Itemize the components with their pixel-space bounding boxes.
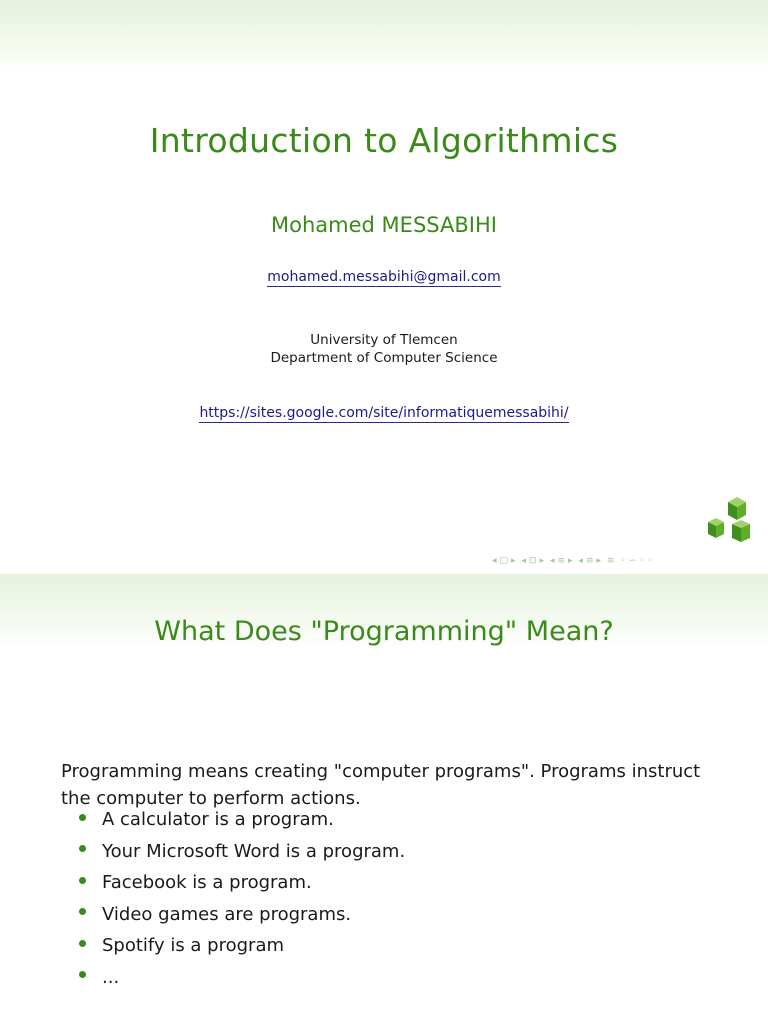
list-item-text: Spotify is a program bbox=[102, 935, 285, 956]
list-item bbox=[79, 867, 405, 899]
nav-find-icon[interactable]: ◦ bbox=[647, 556, 653, 566]
nav-prev-part-icon[interactable]: ◂ bbox=[578, 556, 583, 566]
presentation-title: Introduction to Algorithmics bbox=[149, 121, 619, 160]
list-item bbox=[79, 962, 405, 994]
nav-prev-section-icon[interactable]: ◂ bbox=[549, 556, 555, 566]
bullet-icon bbox=[79, 814, 86, 821]
website-link[interactable]: https://sites.google.com/site/informatiquemessabihi/ bbox=[199, 405, 569, 421]
intro-paragraph: Programming means creating "computer programs". Programs instruct the computer to perform actions. bbox=[61, 761, 701, 809]
author-name: Mohamed MESSABIHI bbox=[271, 213, 497, 237]
institution-department: Department of Computer Science bbox=[270, 350, 498, 366]
nav-frame-icon[interactable]: □ bbox=[499, 556, 509, 566]
nav-prev-frame-icon[interactable]: ◂ bbox=[492, 556, 497, 566]
nav-back-icon[interactable]: ◦ bbox=[620, 556, 626, 566]
nav-next-frame-icon[interactable]: ▸ bbox=[511, 556, 516, 566]
website bbox=[0, 405, 768, 421]
list-item bbox=[79, 836, 405, 868]
nav-part-icon[interactable]: ≡ bbox=[585, 556, 594, 566]
list-item-text: ... bbox=[102, 966, 120, 988]
nav-next-part-icon[interactable]: ▸ bbox=[596, 556, 602, 566]
bullet-icon bbox=[79, 845, 86, 852]
author-email bbox=[0, 269, 768, 285]
bullet-icon bbox=[79, 877, 86, 884]
list-item bbox=[79, 899, 405, 931]
institution-university: University of Tlemcen bbox=[310, 332, 458, 348]
bullet-icon bbox=[79, 908, 86, 915]
email-link[interactable]: mohamed.messabihi@gmail.com bbox=[267, 269, 501, 285]
beamer-navigation-icons[interactable] bbox=[492, 556, 762, 570]
bullet-list bbox=[79, 804, 405, 993]
list-item-text: Your Microsoft Word is a program. bbox=[102, 840, 406, 862]
bullet-icon bbox=[79, 971, 86, 978]
bullet-icon bbox=[79, 940, 86, 947]
list-item bbox=[79, 804, 405, 836]
nav-section-icon[interactable]: ≡ bbox=[557, 556, 566, 566]
nav-prev-subsection-icon[interactable]: ◂ bbox=[521, 556, 526, 566]
nav-next-section-icon[interactable]: ▸ bbox=[568, 556, 573, 566]
nav-forward-icon[interactable]: ◦ bbox=[639, 556, 645, 566]
list-item-text: A calculator is a program. bbox=[102, 809, 334, 830]
green-cubes-logo-icon bbox=[700, 494, 760, 546]
content-slide bbox=[0, 574, 768, 1024]
list-item-text: Facebook is a program. bbox=[102, 872, 312, 893]
nav-subsection-icon[interactable]: ⊡ bbox=[528, 556, 537, 566]
header-gradient-band bbox=[0, 0, 768, 74]
nav-toc-icon[interactable]: ≡ bbox=[606, 556, 615, 566]
slide-title: What Does "Programming" Mean? bbox=[154, 616, 614, 647]
institution-block bbox=[0, 331, 768, 367]
nav-next-subsection-icon[interactable]: ▸ bbox=[539, 556, 545, 566]
list-item-text: Video games are programs. bbox=[102, 903, 352, 925]
list-item bbox=[79, 930, 405, 962]
nav-search-icon[interactable]: ∽ bbox=[628, 556, 637, 566]
